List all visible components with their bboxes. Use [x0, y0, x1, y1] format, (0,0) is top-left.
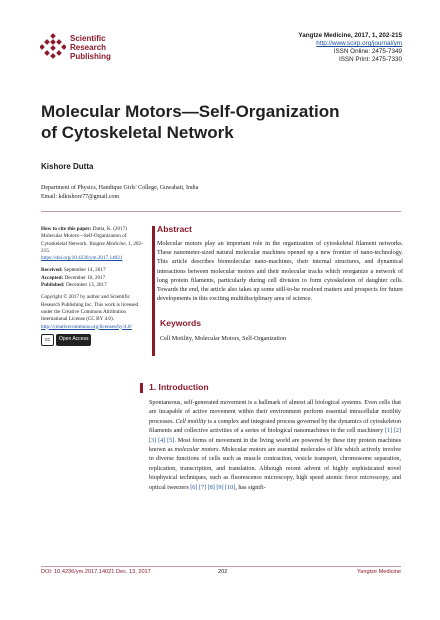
footer-journal: Yangtze Medicine: [356, 569, 401, 575]
open-access-badge: Open Access: [56, 334, 91, 346]
doi-link[interactable]: https://doi.org/10.4236/ym.2017.14021: [41, 255, 123, 262]
abstract-heading: Abstract: [157, 224, 192, 234]
published-date: December 13, 2017: [65, 282, 107, 289]
author-email: Email: kdkishore77@gmail.com: [41, 194, 120, 200]
accepted-label: Accepted:: [41, 274, 64, 281]
copyright-text: Copyright © 2017 by author and Scientific Research Publishing Inc. This work is licensed under the Creative Commons Attribution International License (CC BY 4.0).: [41, 294, 139, 323]
intro-paragraph: Spontaneous, self-generated movement is a hallmark of almost all biological systems. Even cells that are incapable of active movement within their environment perform essential intracellular motility processes. Cell motility is a complex and integrated process governed by the dynamics of cytoskeleton filaments and collective activities of a series of biological nanomachines in the cell machinery [1] [2] [3] [4] [5]. Most forms of movement in the living world are powered by these tiny protein machines known as molecular motors. Molecular motors are essential molecules of life which actively involve in diverse functions of cells such as muscle contraction, vesicle transport, chromosome separation, replication, transcription, and translation. Although recent advent of highly sophisticated novel biophysical techniques, such as fluorescence microscopy, high speed atomic force microscopy, and optical tweezers [6] [7] [8] [9] [10], has signifi-: [149, 400, 402, 491]
publisher-logo-icon: [40, 33, 66, 59]
citation-refs[interactable]: [1] [2] [3] [4] [5]: [149, 428, 402, 444]
citation-block: [41, 226, 149, 262]
page-number: 202: [218, 569, 228, 575]
paper-title: Molecular Motors—Self-Organization of Cytoskeletal Network: [41, 102, 340, 142]
article-info-sidebar: [41, 226, 149, 346]
abstract-section: [157, 224, 403, 304]
journal-citation-line: Yangtze Medicine, 2017, 1, 202-215: [298, 32, 402, 39]
issn-print: ISSN Print: 2475-7330: [338, 56, 402, 63]
cc-icon: cc: [41, 334, 54, 346]
citation-refs[interactable]: [6] [7] [8] [9] [10]: [190, 484, 236, 491]
cite-pages: , 1, 202-215.: [41, 240, 143, 254]
intro-heading: 1. Introduction: [149, 382, 209, 392]
footer-doi: DOI: 10.4236/ym.2017.14021 Dec. 13, 2017: [41, 569, 151, 575]
abstract-accent-bar: [152, 226, 155, 356]
journal-url-link[interactable]: http://www.scirp.org/journal/ym: [316, 40, 402, 47]
dates-block: [41, 267, 149, 289]
license-badge[interactable]: [41, 334, 149, 346]
publisher-name: Scientific Research Publishing: [70, 34, 111, 61]
keywords-section: [160, 318, 400, 344]
cite-label: How to cite this paper:: [41, 226, 92, 232]
received-date: September 14, 2017: [63, 267, 106, 274]
issn-online: ISSN Online: 2475-7349: [333, 48, 402, 55]
cite-journal: Yangtze Medicine: [88, 240, 126, 247]
journal-meta: [298, 32, 402, 64]
footer-divider: [41, 566, 401, 567]
affiliation: Department of Physics, Handique Girls' College, Guwahati, India: [41, 185, 199, 191]
intro-accent-bar: [140, 383, 143, 393]
affiliation-block: [41, 184, 198, 202]
keywords-heading: Keywords: [160, 318, 202, 328]
divider: [41, 211, 401, 212]
introduction-section: [149, 382, 401, 493]
license-link[interactable]: http://creativecommons.org/licenses/by/4.0/: [41, 323, 132, 330]
term-molecular-motors: molecular motors: [174, 447, 219, 454]
author-name: Kishore Dutta: [41, 162, 94, 171]
term-cell-motility: Cell motility: [175, 418, 207, 425]
published-label: Published:: [41, 282, 65, 289]
copyright-block: [41, 294, 149, 330]
keywords-text: Cell Motility, Molecular Motors, Self-Organization: [160, 336, 287, 342]
abstract-text: Molecular motors play an important role in the organization of cytoskeletal filament networks. These nanometer-sized natural molecular machines opened up a new frontier of nano-technology. This article describes biomolecular nano-machines, their internal structures, and dynamical interactions between molecular motors and their molecular tracks which reorganize a network of long protein filaments, particularly during cell division to form cytoskeleton of daughter cells. Towards the end, the article also takes up some still-to-be resolved matters and prospects for future developments in this exciting multidisciplinary area of science.: [157, 241, 403, 303]
accepted-date: December 10, 2017: [64, 274, 106, 281]
cite-text: Dutta, K. (2017) Molecular Motors—Self-Organization of Cytoskeletal Network.: [41, 226, 128, 247]
received-label: Received:: [41, 267, 63, 274]
